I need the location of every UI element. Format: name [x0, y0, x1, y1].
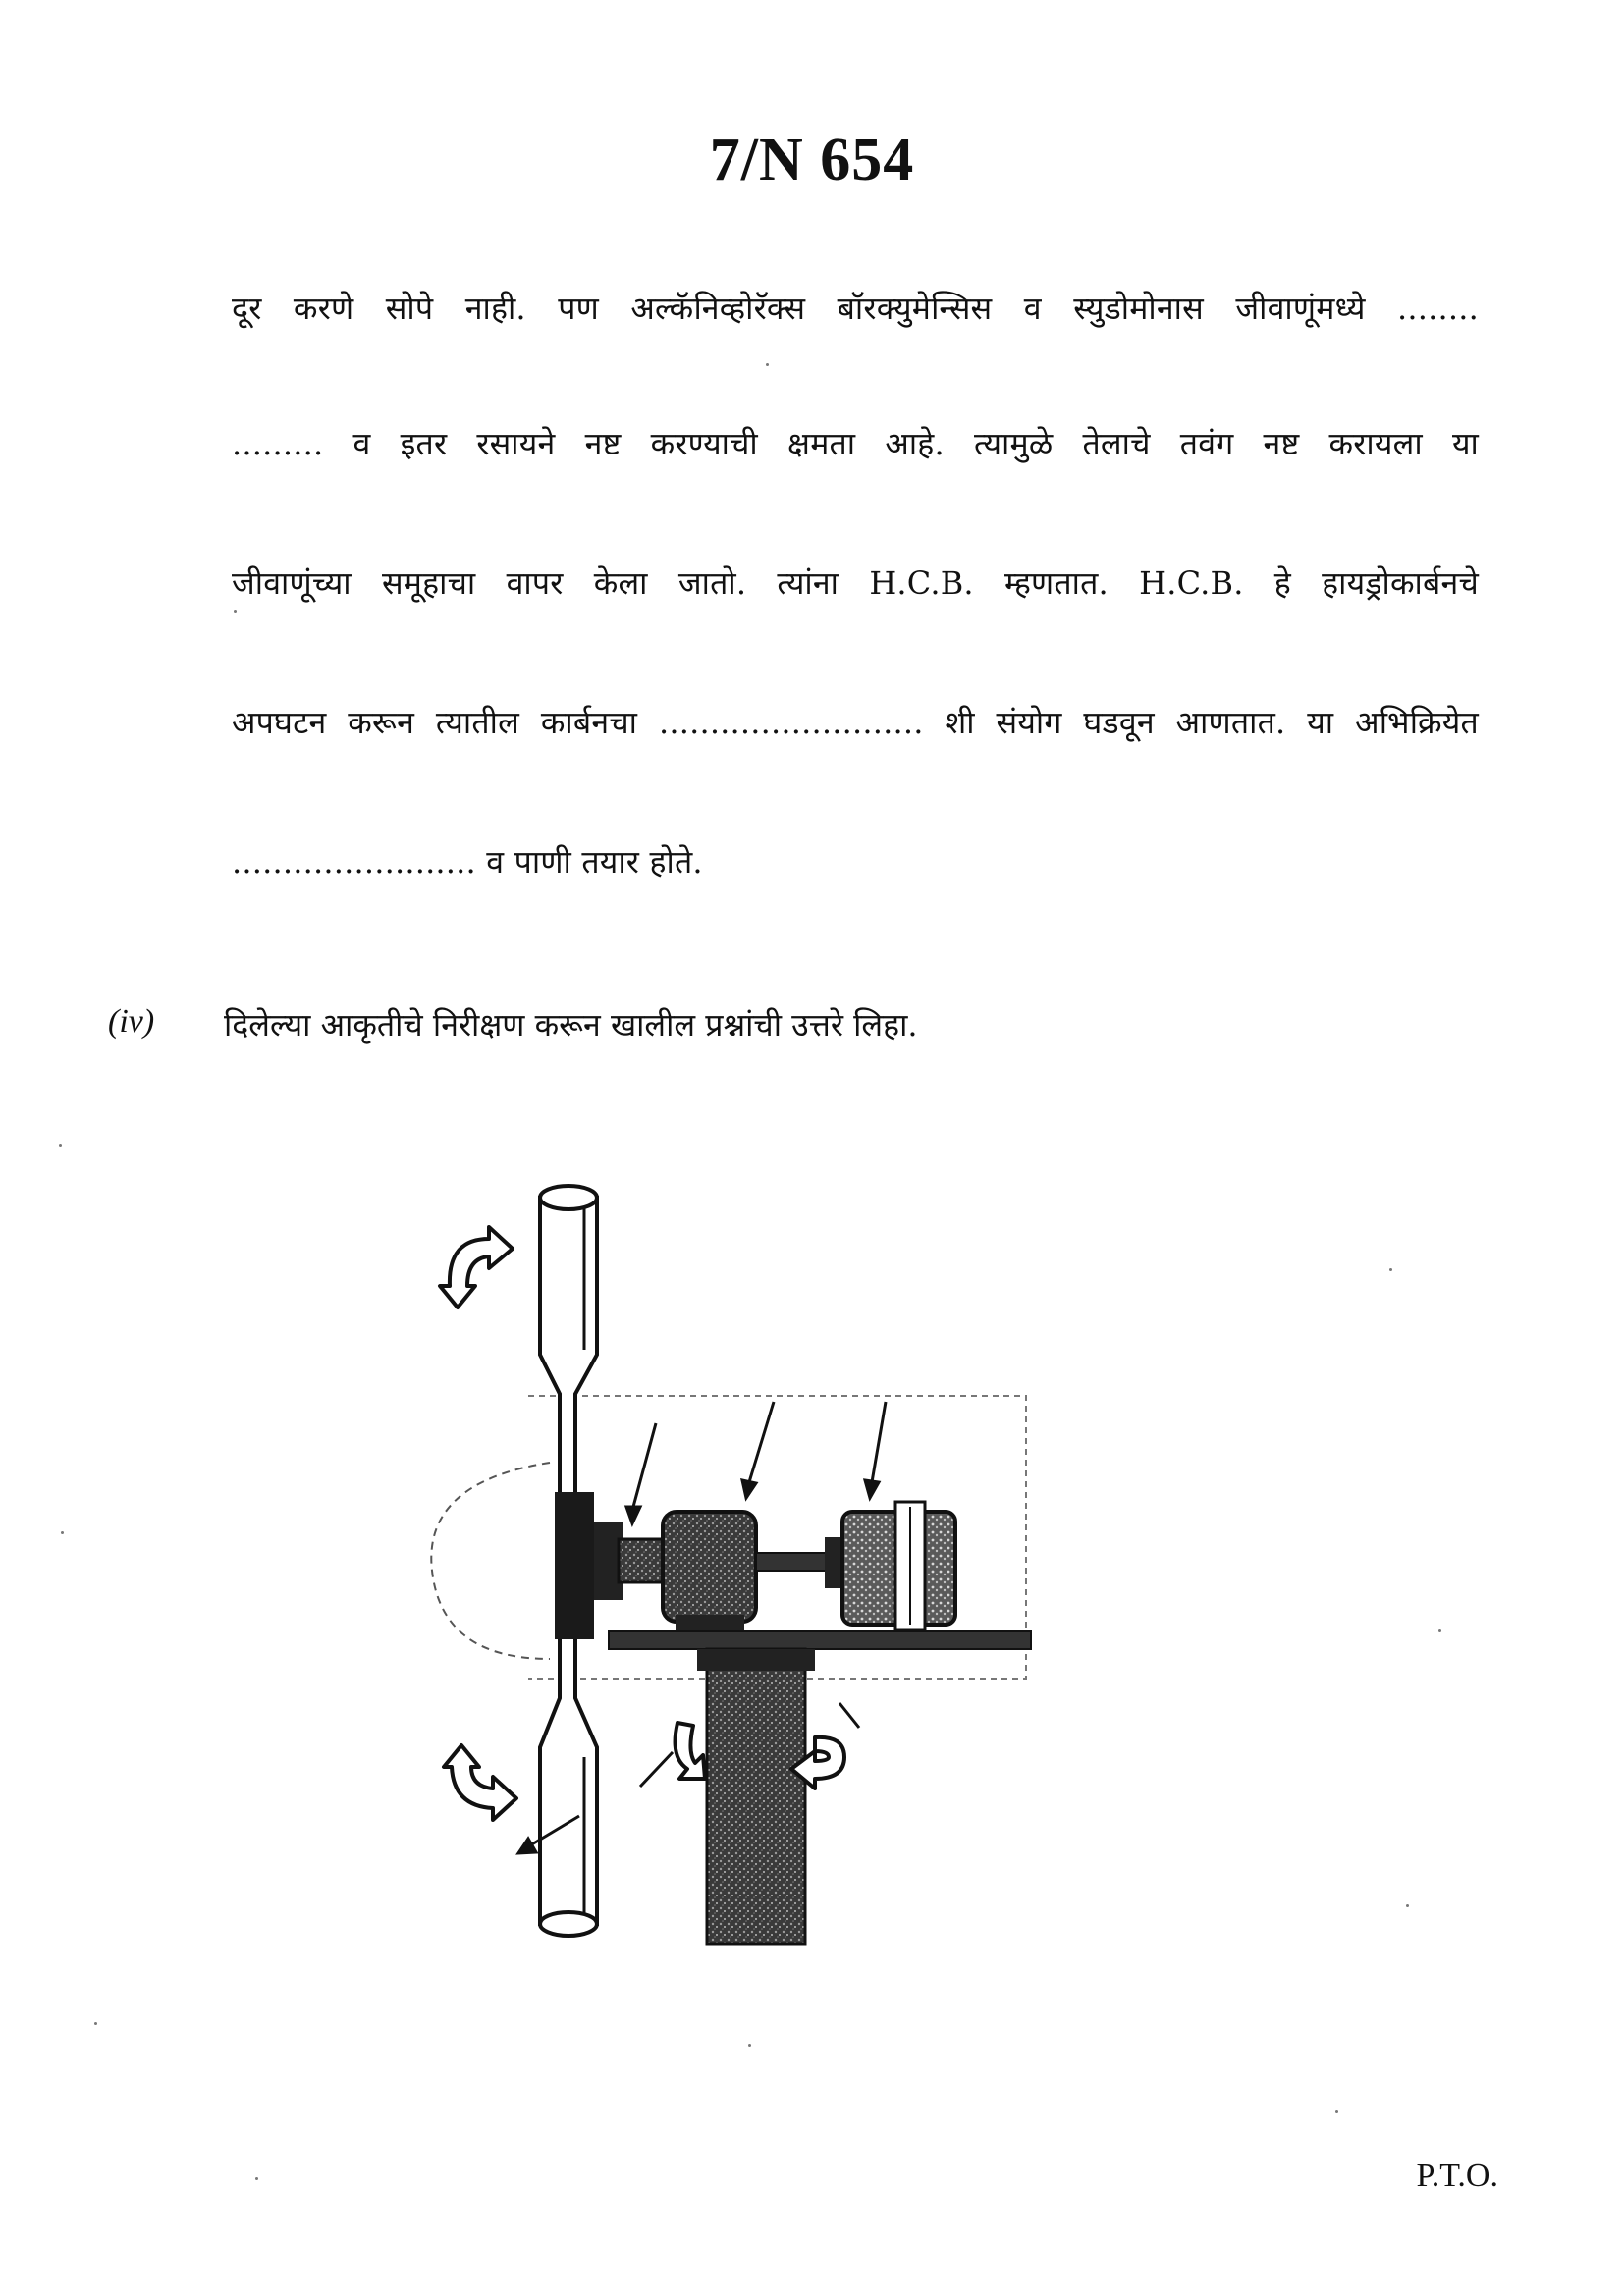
scan-speck: [748, 2044, 751, 2047]
question-number: (iv): [108, 1003, 155, 1040]
passage-line: अपघटन करून त्यातील कार्बनचा .......................... शी संयोग घडवून आणतात. या अभिक्रियेत: [232, 704, 1479, 741]
scan-speck: [59, 1144, 62, 1147]
tower: [707, 1649, 805, 1944]
low-speed-shaft: [619, 1539, 668, 1582]
pto-label: P.T.O.: [1416, 2158, 1498, 2194]
scan-speck: [1406, 1904, 1409, 1907]
question-text: दिलेल्या आकृतीचे निरीक्षण करून खालील प्रश्नांची उत्तरे लिहा.: [224, 1006, 918, 1043]
scan-speck: [1389, 1268, 1392, 1271]
hub-dashed-arc: [431, 1463, 550, 1659]
scan-speck: [1335, 2110, 1338, 2113]
high-speed-shaft: [756, 1553, 827, 1571]
scan-speck: [1438, 1629, 1441, 1632]
passage-line: ........................ व पाणी तयार होते.: [232, 843, 703, 881]
bed-plate: [609, 1631, 1031, 1649]
gearbox: [663, 1512, 756, 1632]
scan-speck: [61, 1531, 64, 1534]
page-code: 7/N 654: [709, 127, 915, 193]
scan-speck: [766, 363, 769, 366]
scan-speck: [94, 2022, 97, 2025]
rotation-arrow-icon: [440, 1227, 516, 1820]
scan-speck: [234, 610, 237, 613]
generator: [842, 1502, 955, 1629]
scan-speck: [255, 2177, 258, 2180]
rotor-hub: [555, 1492, 594, 1639]
passage-line: जीवाणूंच्या समूहाचा वापर केला जातो. त्यांना H.C.B. म्हणतात. H.C.B. हे हायड्रोकार्बनचे: [232, 564, 1479, 602]
passage-line: ......... व इतर रसायने नष्ट करण्याची क्षमता आहे. त्यामुळे तेलाचे तवंग नष्ट करायला या: [232, 425, 1479, 462]
passage-line: दूर करणे सोपे नाही. पण अल्कॅनिव्होरॅक्स बॉरक्युमेन्सिस व स्युडोमोनास जीवाणूंमध्ये ........: [232, 290, 1479, 327]
wind-turbine-figure: [412, 1168, 1041, 1953]
